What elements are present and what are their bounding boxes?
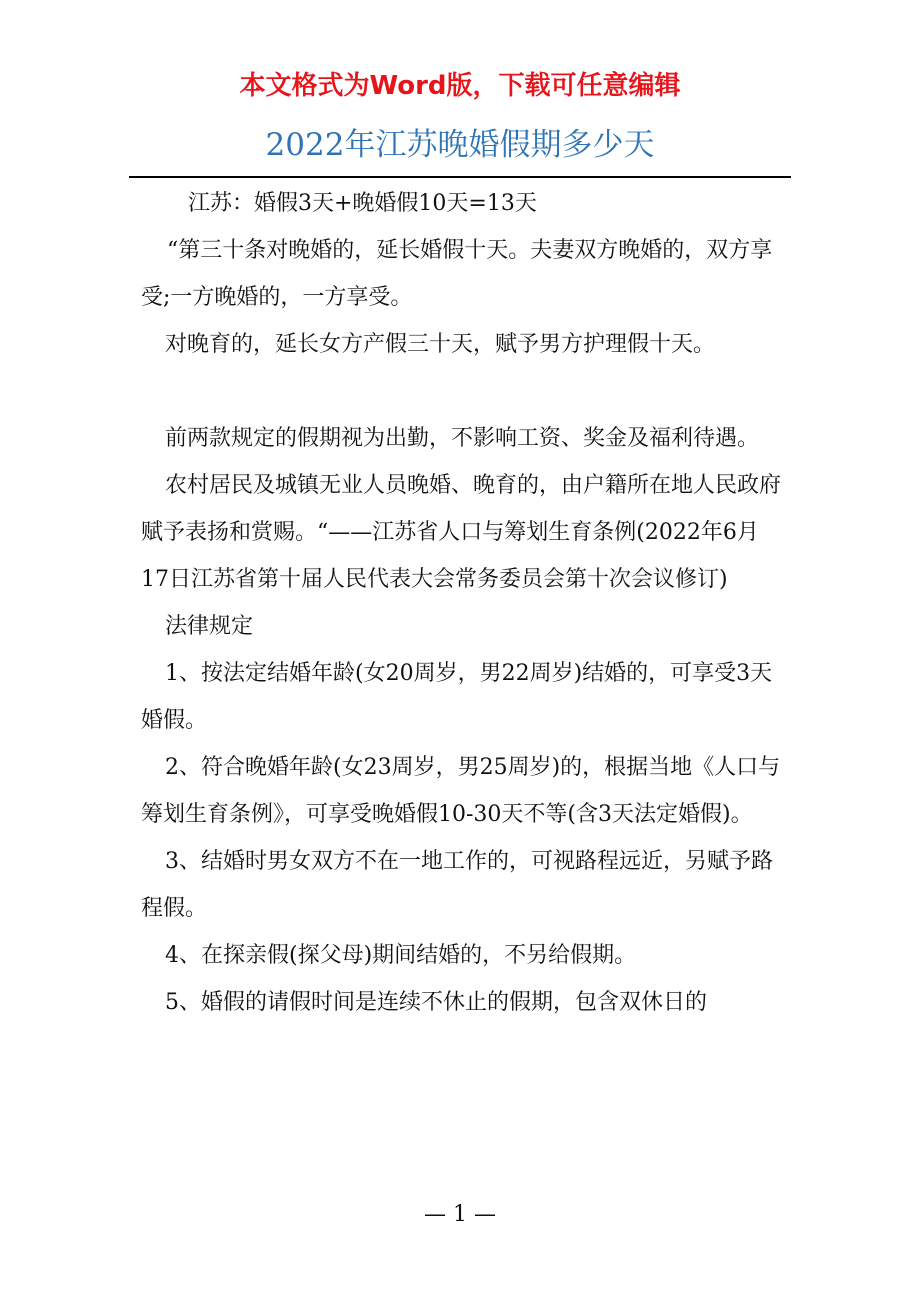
section-heading-legal-rules: 法律规定 xyxy=(165,614,254,639)
rule-item-2: 2、符合晚婚年龄(女23周岁，男25周岁)的，根据当地《人口与筹划生育条例》，可享受晚婚假10-30天不等(含3天法定婚假)。 xyxy=(141,755,781,827)
blank-line xyxy=(141,368,781,415)
document-title: 2022年江苏晚婚假期多少天 xyxy=(265,127,655,163)
paragraph-article-30: “第三十条对晚婚的，延长婚假十天。夫妻双方晚婚的，双方享受;一方晚婚的，一方享受。 xyxy=(141,238,773,310)
rule-item-5: 5、婚假的请假时间是连续不休止的假期，包含双休日的 xyxy=(165,990,707,1015)
paragraph-attendance: 前两款规定的假期视为出勤，不影响工资、奖金及福利待遇。 xyxy=(165,426,760,451)
paragraph-late-childbirth: 对晚育的，延长女方产假三十天，赋予男方护理假十天。 xyxy=(165,332,716,357)
rule-item-3: 3、结婚时男女双方不在一地工作的，可视路程远近，另赋予路程假。 xyxy=(141,849,773,921)
title-divider xyxy=(129,176,791,178)
rule-item-4: 4、在探亲假(探父母)期间结婚的，不另给假期。 xyxy=(165,943,637,968)
document-body xyxy=(141,180,781,1026)
paragraph-summary: 江苏：婚假3天+晚婚假10天=13天 xyxy=(188,191,537,216)
rule-item-1: 1、按法定结婚年龄(女20周岁，男22周岁)结婚的，可享受3天婚假。 xyxy=(141,661,773,733)
paragraph-rural-residents: 农村居民及城镇无业人员晚婚、晚育的，由户籍所在地人民政府赋予表扬和赏赐。“——江苏省人口与筹划生育条例(2022年6月17日江苏省第十届人民代表大会常务委员会第十次会议修订) xyxy=(141,473,782,592)
page-number: — 1 — xyxy=(424,1202,496,1227)
editable-format-banner: 本文格式为Word版，下载可任意编辑 xyxy=(239,71,681,101)
